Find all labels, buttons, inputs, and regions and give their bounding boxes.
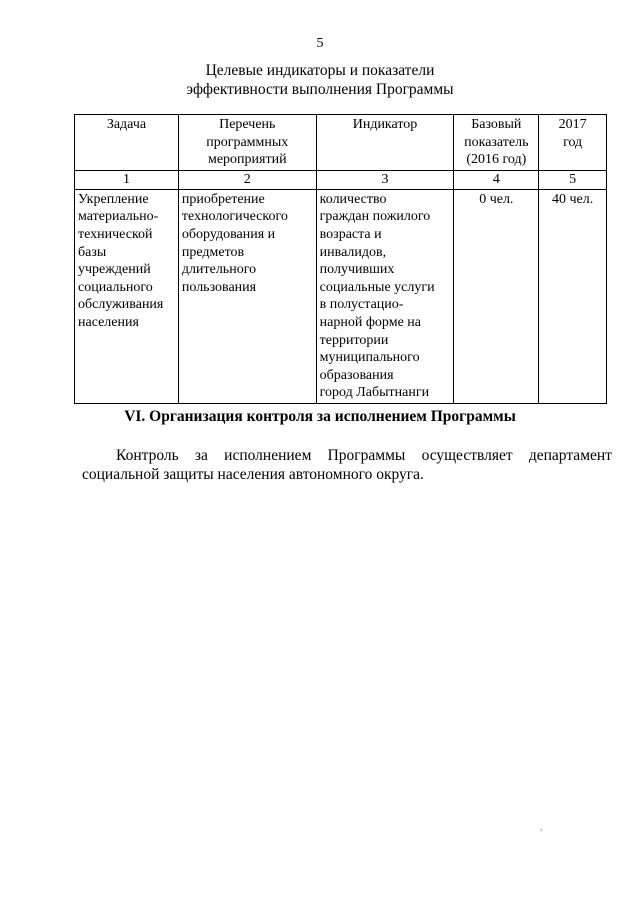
section-heading: VI. Организация контроля за исполнением Программы	[124, 408, 516, 425]
title-line: Целевые индикаторы и показатели	[205, 62, 435, 79]
paragraph-line: Контроль за исполнением Программы осуществляет департамент	[116, 447, 612, 464]
column-number: 4	[454, 170, 539, 189]
column-number-row	[75, 170, 607, 189]
value-2017-cell: 40 чел.	[539, 189, 607, 403]
paragraph-line: социальной защиты населения автономного округа.	[82, 466, 424, 483]
header-task: Задача	[75, 115, 179, 171]
indicators-table	[74, 114, 607, 404]
title-line: эффективности выполнения Программы	[186, 81, 454, 98]
table-row	[75, 189, 607, 403]
page-number: 5	[316, 36, 324, 51]
header-2017: 2017 год	[539, 115, 607, 171]
column-number: 2	[178, 170, 316, 189]
section-paragraph	[82, 446, 612, 484]
events-cell: приобретение технологического оборудования и предметов длительного пользования	[178, 189, 316, 403]
task-cell: Укрепление материально- технической базы учреждений социального обслуживания населения	[75, 189, 179, 403]
stray-mark: ,	[540, 822, 543, 832]
column-number: 3	[316, 170, 454, 189]
base-value-cell: 0 чел.	[454, 189, 539, 403]
table-title	[0, 61, 640, 99]
column-number: 5	[539, 170, 607, 189]
indicator-cell: количество граждан пожилого возраста и инвалидов, получивших социальные услуги в полустацио- нарной форме на территории муниципального образования город Лабытнанги	[316, 189, 454, 403]
header-base: Базовый показатель (2016 год)	[454, 115, 539, 171]
header-row	[75, 115, 607, 171]
header-events: Перечень программных мероприятий	[178, 115, 316, 171]
header-indicator: Индикатор	[316, 115, 454, 171]
column-number: 1	[75, 170, 179, 189]
